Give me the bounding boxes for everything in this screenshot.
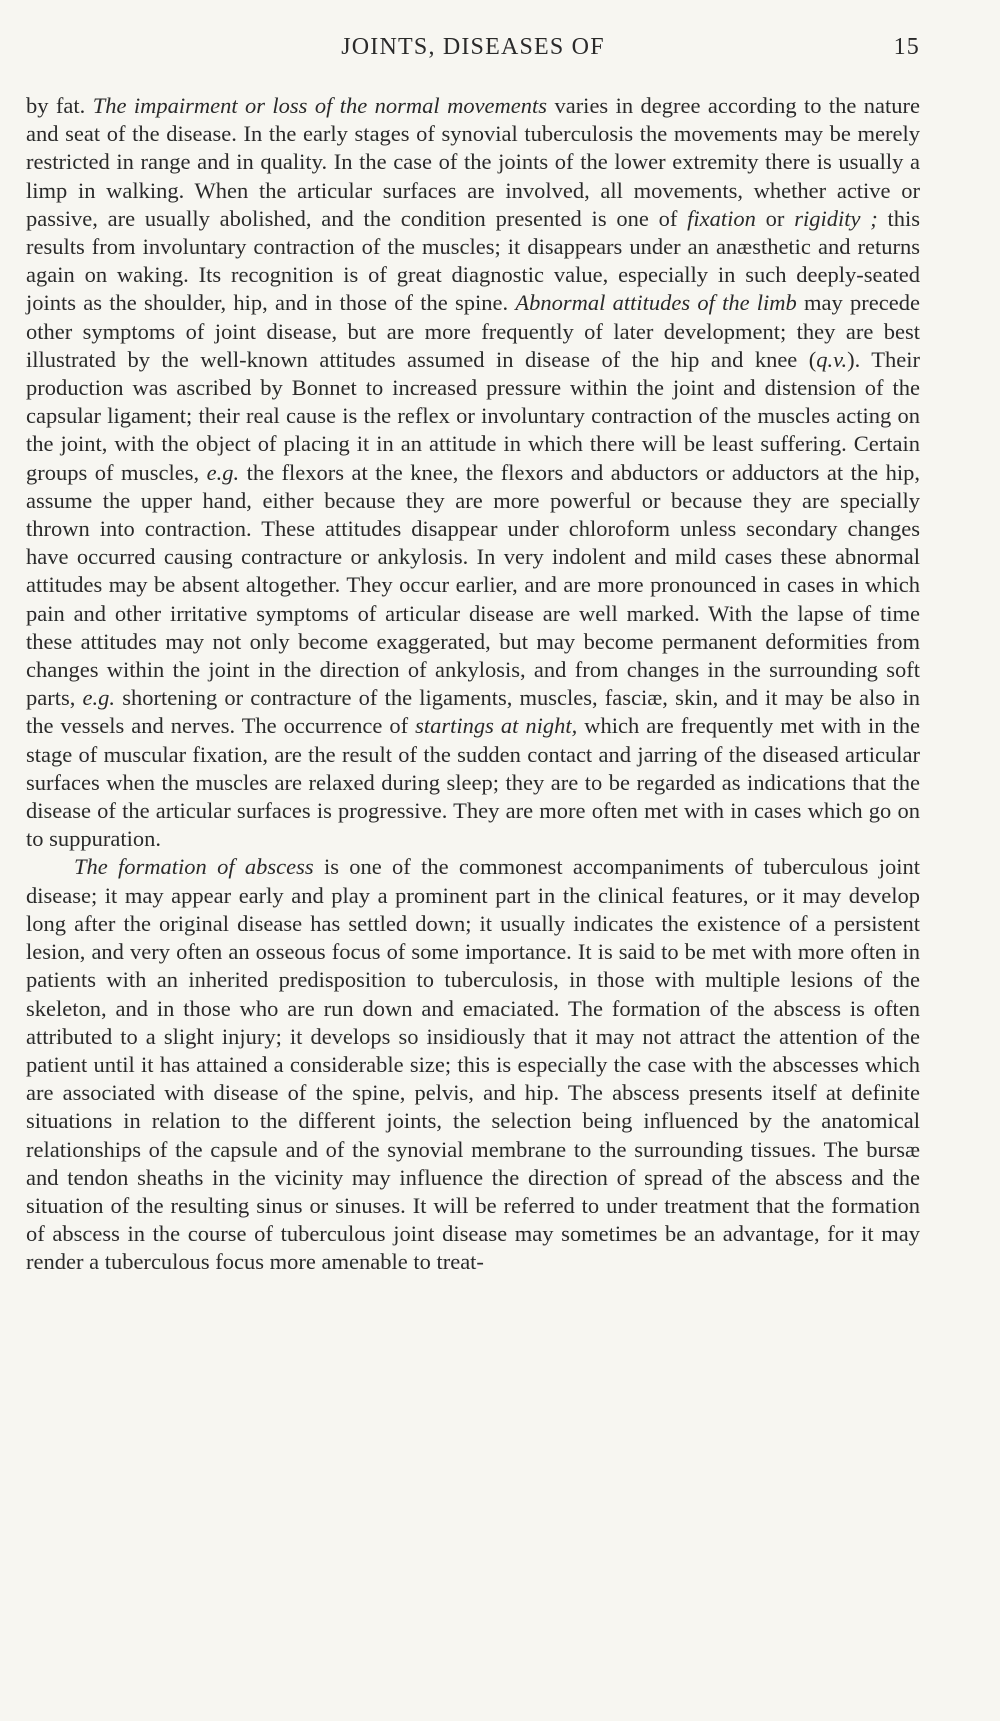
- paragraph: [26, 92, 920, 853]
- text-run: which are frequently met with in the stage of muscular fixation, are the result of the sudden contact and jarring of the diseased articular surfaces when the muscles are relaxed during sleep; they are to be regarded as indications that the disease of the articular surfaces is progressive. They are more often met with in cases which go on to suppuration.: [26, 713, 920, 852]
- italic-text: rigidity ;: [794, 205, 878, 231]
- text-run: or: [755, 205, 795, 231]
- paragraph: [26, 853, 920, 1276]
- running-header: [26, 34, 920, 66]
- italic-text: Abnormal attitudes of the limb: [515, 290, 797, 316]
- text-run: the flexors at the knee, the flexors and abductors or adductors at the hip, assume the upper hand, either because they are more powerful or because they are specially thrown into contraction. These attitudes disappear under chloroform unless secondary changes have occurred causing contracture or ankylosis. In very indolent and mild cases these abnormal attitudes may be absent altogether. They occur earlier, and are more pronounced in cases in which pain and other irritative symptoms of articular disease are well marked. With the lapse of time these attitudes may not only become exaggerated, but may become permanent deformities from changes within the joint in the direction of ankylosis, and from changes in the surrounding soft parts,: [26, 459, 920, 711]
- italic-text: The formation of abscess: [74, 854, 314, 880]
- italic-text: e.g.: [206, 459, 240, 485]
- text-run: is one of the commonest accompaniments of tuberculous joint disease; it may appear early and play a prominent part in the clinical features, or it may develop long after the original disease has settled down; it usually indicates the existence of a persistent lesion, and very often an osseous focus of some importance. It is said to be met with more often in patients with an inherited predisposition to tuberculosis, in those with multiple lesions of the skeleton, and in those who are run down and emaciated. The formation of the abscess is often attributed to a slight injury; it develops so insidiously that it may not attract the attention of the patient until it has attained a considerable size; this is especially the case with the abscesses which are associated with disease of the spine, pelvis, and hip. The abscess presents itself at definite situations in relation to the different joints, the selection being influenced by the anatomical relationships of the capsule and of the synovial membrane to the surrounding tissues. The bursæ and tendon sheaths in the vicinity may influence the direction of spread of the abscess and the situation of the resulting sinus or sinuses. It will be referred to under treatment that the formation of abscess in the course of tuberculous joint disease may sometimes be an advantage, for it may render a tuberculous focus more amenable to treat-: [26, 854, 920, 1275]
- body-text: [26, 92, 920, 1277]
- text-run: this results from involuntary contraction of the muscles; it disappears under an anæsthetic and returns again on waking. Its recognition is of great diagnostic value, especially in such deeply-seated joints as the shoulder, hip, and in those of the spine.: [26, 205, 921, 316]
- text-run: varies in degree according to the nature and seat of the disease. In the early stages of synovial tuberculosis the movements may be merely restricted in range and in quality. In the case of the joints of the lower extremity there is usually a limp in walking. When the articular surfaces are involved, all movements, whether active or passive, are usually abolished, and the condition presented is one of: [26, 93, 921, 231]
- italic-text: e.g.: [82, 685, 116, 711]
- italic-text: The impairment or loss of the normal movements: [92, 93, 548, 118]
- italic-text: fixation: [687, 205, 756, 231]
- text-run: shortening or contracture of the ligaments, muscles, fasciæ, skin, and it may be also in the vessels and nerves. The occurrence of: [26, 685, 920, 739]
- running-title: JOINTS, DISEASES OF: [341, 34, 605, 60]
- text-run: ). Their production was ascribed by Bonnet to increased pressure within the joint and distension of the capsular ligament; their real cause is the reflex or involuntary contraction of the muscles acting on the joint, with the object of placing it in an attitude in which there will be least suffering. Certain groups of muscles,: [26, 346, 921, 485]
- page-number: 15: [893, 34, 920, 60]
- italic-text: startings at night,: [415, 713, 578, 739]
- italic-text: q.v.: [816, 346, 848, 372]
- text-run: may precede other symptoms of joint disease, but are more frequently of later development; they are best illustrated by the well-known attitudes assumed in disease of the hip and knee (: [26, 290, 920, 372]
- text-run: by fat.: [26, 93, 93, 118]
